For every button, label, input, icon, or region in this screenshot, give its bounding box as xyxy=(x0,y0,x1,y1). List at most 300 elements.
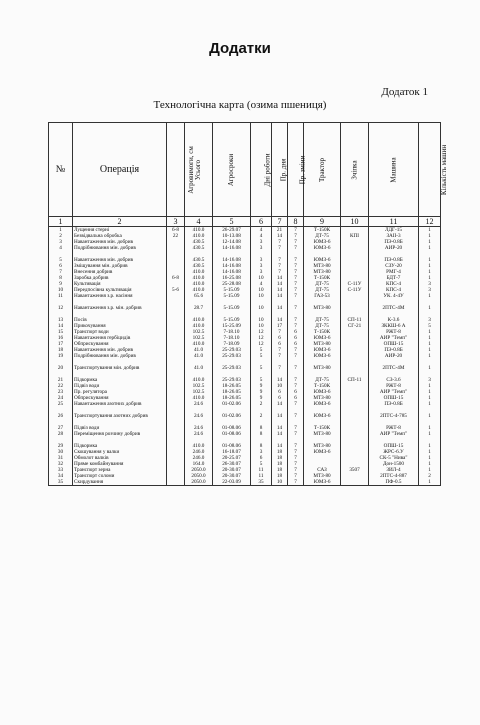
shift-output-cell: 7 xyxy=(288,305,304,317)
shift-output-cell: 7 xyxy=(288,473,304,479)
agro-terms-cell: 16-18.07 xyxy=(213,449,251,455)
agro-terms-cell: 20-25.07 xyxy=(213,455,251,461)
tractor-cell: ЮМЗ-6 xyxy=(304,353,341,365)
agro-terms-cell: 20-30.07 xyxy=(213,473,251,479)
shift-output-cell: 7 xyxy=(288,281,304,287)
tractor-cell: САЗ xyxy=(304,467,341,473)
total-cell: 430.5 xyxy=(185,239,213,245)
column-number: 2 xyxy=(73,217,167,227)
tech-card-table xyxy=(48,122,449,486)
work-days-cell: 10 xyxy=(251,305,272,317)
row-number-cell: 33 xyxy=(49,467,73,473)
tractor-cell: МТЗ-80 xyxy=(304,341,341,347)
work-days-cell: 5 xyxy=(251,365,272,377)
row-number-cell: 2 xyxy=(49,233,73,239)
tractor-cell: Т-150К xyxy=(304,275,341,281)
machine-count-cell: 1 xyxy=(419,353,441,365)
day-output-cell: 14 xyxy=(272,401,288,413)
machine-cell: ЗККШ-6 А xyxy=(369,323,419,329)
row-number-cell: 18 xyxy=(49,347,73,353)
total-cell: 24.6 xyxy=(185,425,213,431)
row-number-cell: 23 xyxy=(49,389,73,395)
row-number-cell: 16 xyxy=(49,335,73,341)
total-cell: 41.0 xyxy=(185,353,213,365)
agro-requirements-cell: 6-8 xyxy=(167,275,185,281)
agro-terms-cell: 01-08.06 xyxy=(213,443,251,449)
machine-count-cell: 1 xyxy=(419,263,441,269)
machine-count-cell: 5 xyxy=(419,323,441,329)
total-cell: 410.0 xyxy=(185,395,213,401)
machine-cell: КПС-4 xyxy=(369,287,419,293)
machine-count-cell: 1 xyxy=(419,389,441,395)
tractor-cell: ЮМЗ-6 xyxy=(304,449,341,455)
day-output-cell: 7 xyxy=(272,353,288,365)
machine-cell: ЗАІІ-3 xyxy=(369,233,419,239)
header-cell: Дні роботи xyxy=(251,123,272,217)
hitch-cell: С-11У xyxy=(341,281,369,287)
tractor-cell: МТЗ-80 xyxy=(304,263,341,269)
agro-requirements-cell: 5-6 xyxy=(167,287,185,293)
day-output-cell: 18 xyxy=(272,467,288,473)
total-cell: 410.0 xyxy=(185,341,213,347)
machine-count-cell: 1 xyxy=(419,455,441,461)
agro-terms-cell: 10-13.08 xyxy=(213,233,251,239)
machine-count-cell: 2 xyxy=(419,473,441,479)
machine-cell: СЗ-3.6 xyxy=(369,377,419,383)
row-number-cell: 27 xyxy=(49,425,73,431)
day-output-cell: 14 xyxy=(272,413,288,425)
machine-count-cell: 3 xyxy=(419,281,441,287)
header-cell: Трактор xyxy=(304,123,341,217)
machine-count-cell: 3 xyxy=(419,377,441,383)
row-number-cell: 13 xyxy=(49,317,73,323)
work-days-cell: 10 xyxy=(251,287,272,293)
machine-count-cell: 1 xyxy=(419,245,441,257)
machine-count-cell: 1 xyxy=(419,293,441,305)
machine-cell: РЖТ-8 xyxy=(369,425,419,431)
agro-requirements-cell xyxy=(167,293,185,305)
row-number-cell: 22 xyxy=(49,383,73,389)
operation-cell: Зміщування мін. добрив xyxy=(73,263,167,269)
row-number-cell: 34 xyxy=(49,473,73,479)
work-days-cell: 10 xyxy=(251,317,272,323)
machine-count-cell: 3 xyxy=(419,287,441,293)
machine-cell: АИР-20 xyxy=(369,245,419,257)
machine-cell: ОПШ-15 xyxy=(369,395,419,401)
machine-count-cell: 1 xyxy=(419,425,441,431)
total-cell: 410.0 xyxy=(185,227,213,234)
total-cell: 2050.0 xyxy=(185,467,213,473)
agro-requirements-cell xyxy=(167,245,185,257)
tractor-cell: Т-150К xyxy=(304,329,341,335)
work-days-cell: 12 xyxy=(251,335,272,341)
machine-count-cell: 1 xyxy=(419,401,441,413)
shift-output-cell: 6 xyxy=(288,395,304,401)
agro-requirements-cell: 22 xyxy=(167,233,185,239)
machine-cell: БДТ-7 xyxy=(369,275,419,281)
day-output-cell: 18 xyxy=(272,455,288,461)
agro-terms-cell: 15-25.09 xyxy=(213,323,251,329)
operation-cell: Обмолот валків xyxy=(73,455,167,461)
row-number-cell: 26 xyxy=(49,413,73,425)
day-output-cell: 14 xyxy=(272,431,288,443)
page-title: Додатки xyxy=(209,40,271,57)
day-output-cell: 18 xyxy=(272,449,288,455)
day-output-cell: 14 xyxy=(272,425,288,431)
column-number-row xyxy=(49,217,441,227)
row-number-cell: 35 xyxy=(49,479,73,486)
machine-cell: 2ПТС-4М xyxy=(369,365,419,377)
total-cell: 410.0 xyxy=(185,317,213,323)
machine-cell: СЗУ-20 xyxy=(369,263,419,269)
tractor-cell: ДТ-75 xyxy=(304,233,341,239)
row-number-cell: 14 xyxy=(49,323,73,329)
tractor-cell: ДТ-75 xyxy=(304,317,341,323)
shift-output-cell: 7 xyxy=(288,287,304,293)
day-output-cell: 7 xyxy=(272,365,288,377)
shift-output-cell: 7 xyxy=(288,461,304,467)
operation-cell: Безвідвальна обробка xyxy=(73,233,167,239)
day-output-cell: 6 xyxy=(272,335,288,341)
hitch-cell xyxy=(341,431,369,443)
agro-terms-cell: 18-26.05 xyxy=(213,383,251,389)
agro-requirements-cell xyxy=(167,365,185,377)
operation-cell: Обприскування xyxy=(73,395,167,401)
table-row xyxy=(49,431,441,443)
day-output-cell: 7 xyxy=(272,263,288,269)
hitch-cell: СП-11 xyxy=(341,377,369,383)
row-number-cell: 10 xyxy=(49,287,73,293)
shift-output-cell: 7 xyxy=(288,401,304,413)
work-days-cell: 2 xyxy=(251,413,272,425)
operation-cell: Лущення стерні xyxy=(73,227,167,234)
agro-terms-cell: 16-25.08 xyxy=(213,275,251,281)
agro-terms-cell: 14-16.08 xyxy=(213,263,251,269)
day-output-cell: 10 xyxy=(272,479,288,486)
shift-output-cell: 7 xyxy=(288,233,304,239)
operation-cell: Переміщення розчину добрив xyxy=(73,431,167,443)
machine-count-cell: 1 xyxy=(419,413,441,425)
tractor-cell: Т-150К xyxy=(304,383,341,389)
hitch-cell: С-11У xyxy=(341,287,369,293)
agro-terms-cell: 25-28.08 xyxy=(213,281,251,287)
operation-cell: Подрібнювання мін. добрив xyxy=(73,353,167,365)
agro-terms-cell: 25-29.03 xyxy=(213,353,251,365)
header-cell: Пр. зміни xyxy=(288,123,304,217)
agro-terms-cell: 01-08.06 xyxy=(213,425,251,431)
day-output-cell: 7 xyxy=(272,239,288,245)
agro-terms-cell: 5-15.09 xyxy=(213,305,251,317)
shift-output-cell: 6 xyxy=(288,335,304,341)
column-number: 9 xyxy=(304,217,341,227)
operation-cell: Прикочування xyxy=(73,323,167,329)
work-days-cell: 3 xyxy=(251,263,272,269)
machine-count-cell: 1 xyxy=(419,467,441,473)
agro-terms-cell: 26-29.07 xyxy=(213,227,251,234)
hitch-cell: СП-11 xyxy=(341,317,369,323)
shift-output-cell: 7 xyxy=(288,467,304,473)
day-output-cell: 7 xyxy=(272,329,288,335)
machine-count-cell: 1 xyxy=(419,269,441,275)
hitch-cell: КПІ xyxy=(341,233,369,239)
day-output-cell: 17 xyxy=(272,323,288,329)
total-cell: 2050.0 xyxy=(185,473,213,479)
row-number-cell: 15 xyxy=(49,329,73,335)
column-number: 6 xyxy=(251,217,272,227)
tractor-cell: ЮМЗ-6 xyxy=(304,239,341,245)
day-output-cell: 6 xyxy=(272,341,288,347)
row-number-cell: 3 xyxy=(49,239,73,245)
agro-requirements-cell xyxy=(167,413,185,425)
machine-cell: К-3.6 xyxy=(369,317,419,323)
column-number: 11 xyxy=(369,217,419,227)
day-output-cell: 14 xyxy=(272,317,288,323)
machine-cell: ОПШ-15 xyxy=(369,341,419,347)
row-number-cell: 8 xyxy=(49,275,73,281)
day-output-cell: 14 xyxy=(272,305,288,317)
machine-count-cell: 1 xyxy=(419,341,441,347)
work-days-cell: 3 xyxy=(251,269,272,275)
machine-count-cell: 1 xyxy=(419,443,441,449)
total-cell: 164.0 xyxy=(185,461,213,467)
machine-cell: 2ПТС-4М xyxy=(369,305,419,317)
agro-terms-cell: 25-29.03 xyxy=(213,365,251,377)
work-days-cell: 12 xyxy=(251,329,272,335)
tractor-cell: МТЗ-80 xyxy=(304,473,341,479)
tractor-cell: ЮМЗ-6 xyxy=(304,401,341,413)
machine-count-cell: 1 xyxy=(419,479,441,486)
operation-cell: Навантаження мін. добрив xyxy=(73,257,167,263)
shift-output-cell: 7 xyxy=(288,269,304,275)
shift-output-cell: 6 xyxy=(288,341,304,347)
machine-cell: УК. 4-4У xyxy=(369,293,419,305)
row-number-cell: 12 xyxy=(49,305,73,317)
agro-terms-cell: 14-16.08 xyxy=(213,245,251,257)
operation-cell: Транспортування мін. добрив xyxy=(73,365,167,377)
work-days-cell: 8 xyxy=(251,443,272,449)
row-number-cell: 5 xyxy=(49,257,73,263)
day-output-cell: 7 xyxy=(272,245,288,257)
day-output-cell: 14 xyxy=(272,377,288,383)
day-output-cell: 18 xyxy=(272,461,288,467)
work-days-cell: 9 xyxy=(251,395,272,401)
machine-count-cell: 1 xyxy=(419,383,441,389)
column-number: 12 xyxy=(419,217,441,227)
tractor-cell: МТЗ-80 xyxy=(304,395,341,401)
table-row xyxy=(49,293,441,305)
row-number-cell: 17 xyxy=(49,341,73,347)
operation-cell: Обприскування xyxy=(73,341,167,347)
total-cell: 102.5 xyxy=(185,383,213,389)
day-output-cell: 14 xyxy=(272,287,288,293)
operation-cell: Пряме комбайнування xyxy=(73,461,167,467)
agro-terms-cell: 7-18.10 xyxy=(213,335,251,341)
shift-output-cell: 7 xyxy=(288,263,304,269)
work-days-cell: 3 xyxy=(251,257,272,263)
machine-cell: 2ПТС-4-785 xyxy=(369,413,419,425)
agro-terms-cell: 14-16.08 xyxy=(213,257,251,263)
shift-output-cell: 7 xyxy=(288,449,304,455)
machine-cell: ПЭ-0.8Б xyxy=(369,401,419,413)
work-days-cell: 11 xyxy=(251,467,272,473)
shift-output-cell: 6 xyxy=(288,329,304,335)
column-number: 7 xyxy=(272,217,288,227)
machine-cell: РЖТ-8 xyxy=(369,383,419,389)
hitch-cell xyxy=(341,293,369,305)
work-days-cell: 8 xyxy=(251,431,272,443)
total-cell: 2050.0 xyxy=(185,479,213,486)
day-output-cell: 21 xyxy=(272,227,288,234)
work-days-cell: 11 xyxy=(251,473,272,479)
total-cell: 430.5 xyxy=(185,245,213,257)
shift-output-cell: 7 xyxy=(288,275,304,281)
machine-cell: АИР "Темп" xyxy=(369,389,419,395)
total-cell: 430.5 xyxy=(185,263,213,269)
operation-cell: Підкормка xyxy=(73,443,167,449)
work-days-cell: 3 xyxy=(251,245,272,257)
machine-count-cell: 1 xyxy=(419,347,441,353)
tractor-cell: ДТ-75 xyxy=(304,281,341,287)
work-days-cell: 5 xyxy=(251,377,272,383)
shift-output-cell: 7 xyxy=(288,455,304,461)
total-cell: 410.0 xyxy=(185,443,213,449)
header-row xyxy=(49,123,441,217)
agro-terms-cell: 25-29.03 xyxy=(213,377,251,383)
operation-cell: Навантаження з.р. мін. добрив xyxy=(73,305,167,317)
machine-count-cell: 1 xyxy=(419,461,441,467)
machine-cell: КПС-4 xyxy=(369,281,419,287)
column-number: 3 xyxy=(167,217,185,227)
total-cell: 24.6 xyxy=(185,431,213,443)
tractor-cell: МТЗ-80 xyxy=(304,443,341,449)
machine-count-cell: 1 xyxy=(419,449,441,455)
table-row xyxy=(49,401,441,413)
machine-count-cell: 1 xyxy=(419,227,441,234)
tractor-cell: ЮМЗ-6 xyxy=(304,335,341,341)
total-cell: 410.0 xyxy=(185,269,213,275)
machine-count-cell: 1 xyxy=(419,275,441,281)
shift-output-cell: 7 xyxy=(288,293,304,305)
work-days-cell: 3 xyxy=(251,239,272,245)
column-number: 4 xyxy=(185,217,213,227)
total-cell: 246.0 xyxy=(185,455,213,461)
work-days-cell: 10 xyxy=(251,275,272,281)
table-caption: Технологічна карта (озима пшениця) xyxy=(153,99,327,111)
tractor-cell: ГАЗ-53 xyxy=(304,293,341,305)
operation-cell: Заробка добрив xyxy=(73,275,167,281)
total-cell: 246.0 xyxy=(185,449,213,455)
total-cell: 410.0 xyxy=(185,323,213,329)
agro-requirements-cell xyxy=(167,305,185,317)
header-cell: Агровимоги, см xyxy=(167,123,185,217)
table-body xyxy=(49,227,441,486)
table-row xyxy=(49,353,441,365)
table-row xyxy=(49,479,441,486)
column-number: 5 xyxy=(213,217,251,227)
tractor-cell: МТЗ-80 xyxy=(304,431,341,443)
operation-cell: Транспорт води xyxy=(73,329,167,335)
shift-output-cell: 7 xyxy=(288,443,304,449)
operation-cell: Транспортування азотних добрив xyxy=(73,413,167,425)
agro-requirements-cell: 6-8 xyxy=(167,227,185,234)
day-output-cell: 18 xyxy=(272,473,288,479)
total-cell: 430.5 xyxy=(185,257,213,263)
operation-cell: Навантаження азотних добрив xyxy=(73,401,167,413)
row-number-cell: 32 xyxy=(49,461,73,467)
row-number-cell: 11 xyxy=(49,293,73,305)
total-cell: 65.6 xyxy=(185,293,213,305)
shift-output-cell: 7 xyxy=(288,323,304,329)
machine-cell: Дон-1500 xyxy=(369,461,419,467)
machine-cell: ПЭ-0.8Б xyxy=(369,257,419,263)
machine-cell: СК-5 "Нива" xyxy=(369,455,419,461)
operation-cell: Пр. регулятора xyxy=(73,389,167,395)
row-number-cell: 24 xyxy=(49,395,73,401)
total-cell: 410.0 xyxy=(185,275,213,281)
agro-terms-cell: 18-26.05 xyxy=(213,395,251,401)
day-output-cell: 7 xyxy=(272,257,288,263)
operation-cell: Навантаження мін. добрив xyxy=(73,239,167,245)
shift-output-cell: 7 xyxy=(288,353,304,365)
day-output-cell: 14 xyxy=(272,233,288,239)
hitch-cell xyxy=(341,353,369,365)
tractor-cell: ЮМЗ-6 xyxy=(304,389,341,395)
machine-cell: ПФ-0.5 xyxy=(369,479,419,486)
machine-cell: ПЭ-0.8Б xyxy=(369,239,419,245)
hitch-cell: СГ-21 xyxy=(341,323,369,329)
work-days-cell: 5 xyxy=(251,353,272,365)
row-number-cell: 20 xyxy=(49,365,73,377)
shift-output-cell: 7 xyxy=(288,479,304,486)
total-cell: 102.5 xyxy=(185,335,213,341)
shift-output-cell: 7 xyxy=(288,425,304,431)
machine-cell: РЖТ-8 xyxy=(369,329,419,335)
day-output-cell: 10 xyxy=(272,383,288,389)
shift-output-cell: 7 xyxy=(288,377,304,383)
operation-cell: Транспорт зерна xyxy=(73,467,167,473)
hitch-cell xyxy=(341,305,369,317)
agro-requirements-cell xyxy=(167,353,185,365)
shift-output-cell: 7 xyxy=(288,383,304,389)
tractor-cell: ЮМЗ-6 xyxy=(304,257,341,263)
work-days-cell: 4 xyxy=(251,227,272,234)
work-days-cell: 8 xyxy=(251,425,272,431)
agro-requirements-cell xyxy=(167,401,185,413)
row-number-cell: 21 xyxy=(49,377,73,383)
total-cell: 41.0 xyxy=(185,365,213,377)
agro-requirements-cell xyxy=(167,431,185,443)
machine-cell: АИР "Темп" xyxy=(369,431,419,443)
machine-cell: ОПШ-15 xyxy=(369,443,419,449)
day-output-cell: 6 xyxy=(272,389,288,395)
row-number-cell: 4 xyxy=(49,245,73,257)
appendix-label: Додаток 1 xyxy=(381,86,428,98)
agro-terms-cell: 5-15.09 xyxy=(213,317,251,323)
table-row xyxy=(49,305,441,317)
tractor-cell: ДТ-75 xyxy=(304,323,341,329)
header-cell: Пр. дня xyxy=(272,123,288,217)
row-number-cell: 6 xyxy=(49,263,73,269)
tractor-cell: ЮМЗ-6 xyxy=(304,413,341,425)
header-cell: № xyxy=(49,123,73,217)
tractor-cell: Т-150К xyxy=(304,227,341,234)
agro-terms-cell: 20-30.07 xyxy=(213,467,251,473)
machine-count-cell: 1 xyxy=(419,431,441,443)
row-number-cell: 19 xyxy=(49,353,73,365)
total-cell: 24.6 xyxy=(185,413,213,425)
agro-requirements-cell xyxy=(167,479,185,486)
column-number: 1 xyxy=(49,217,73,227)
